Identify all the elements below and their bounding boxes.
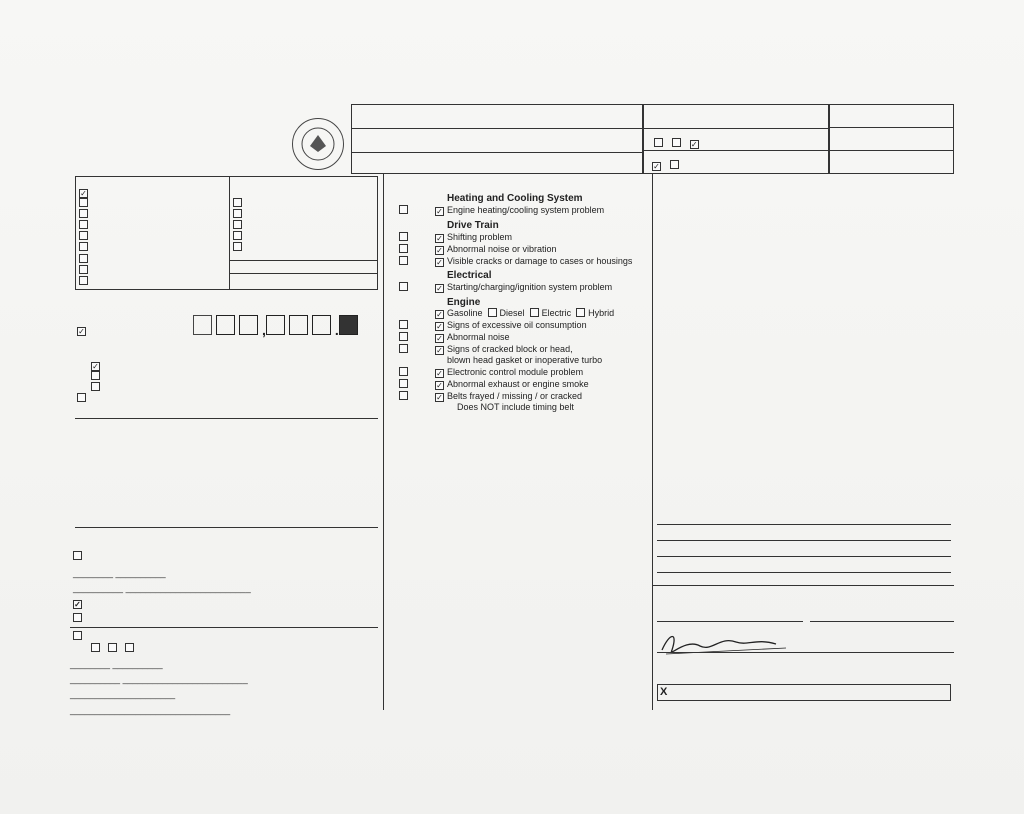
condition-yes-checkbox[interactable] (399, 256, 408, 265)
history-checkbox[interactable] (79, 242, 88, 251)
history-checkbox[interactable] (79, 189, 88, 198)
condition-yes-checkbox[interactable] (399, 367, 408, 376)
condition-subline: Does NOT include timing belt (447, 402, 574, 412)
fuel-hybrid-checkbox[interactable] (576, 308, 585, 317)
condition-item: Signs of cracked block or head, (447, 344, 573, 354)
by-dealership-checkbox[interactable] (125, 643, 134, 652)
condition-no-checkbox[interactable] (435, 234, 444, 243)
condition-no-checkbox[interactable] (435, 207, 444, 216)
history-checkbox[interactable] (79, 265, 88, 274)
brand-checkbox[interactable] (233, 209, 242, 218)
brand-checkbox[interactable] (233, 220, 242, 229)
brand-checkbox[interactable] (233, 198, 242, 207)
condition-item: Belts frayed / missing / or cracked (447, 391, 583, 401)
condition-no-checkbox[interactable] (435, 393, 444, 402)
odometer-actual-checkbox[interactable] (91, 362, 100, 371)
section-heating-cooling: Heating and Cooling System (447, 193, 583, 204)
condition-item: Abnormal noise (447, 332, 510, 342)
dealer-signature (656, 628, 796, 667)
condition-yes-checkbox[interactable] (399, 379, 408, 388)
condition-item: Signs of excessive oil consumption (447, 320, 587, 330)
trans-automatic-checkbox[interactable] (652, 162, 661, 171)
drive-fwd-checkbox[interactable] (654, 138, 663, 147)
expired-warranty-checkbox[interactable] (73, 600, 82, 609)
condition-item: Abnormal exhaust or engine smoke (447, 379, 589, 389)
section-engine: Engine (447, 297, 481, 308)
fuel-diesel-checkbox[interactable] (488, 308, 497, 317)
condition-yes-checkbox[interactable] (399, 332, 408, 341)
condition-item: Electronic control module problem (447, 367, 584, 377)
history-checkbox[interactable] (79, 198, 88, 207)
condition-no-checkbox[interactable] (435, 284, 444, 293)
buyer-signature-box[interactable] (657, 684, 951, 701)
drive-4wd-checkbox[interactable] (690, 140, 699, 149)
odometer-excess-checkbox[interactable] (91, 371, 100, 380)
condition-yes-checkbox[interactable] (399, 232, 408, 241)
condition-no-checkbox[interactable] (435, 369, 444, 378)
history-checkbox[interactable] (79, 254, 88, 263)
condition-item: Visible cracks or damage to cases or housings (447, 256, 633, 266)
orig-warranty-checkbox[interactable] (73, 551, 82, 560)
odometer-digits: , . (193, 315, 362, 340)
title-brands-list (233, 198, 245, 253)
buyers-guide-sheet: ✓ ✓ ✓ ✓ , . ✓ ________ __________ __________ _________________________ ✓ ________ __________ __________ _________________________ _____________________ ________________________________ Heating and Cooling System ✓ Engine heating/cooling system problem Drive Train ✓ Shifting problem ✓ Abnormal noise or vibration ✓ Visible cracks or damage to cases or housings Electrical ✓ Starting/charging/ignition system problem Engine ✓Gasoline Diesel Electric Hybrid ✓ Signs of excessive oil consumption ✓ Abnormal noise ✓ Signs of cracked block or head, blown head gasket or inoperative turbo ✓ Electronic control module problem ✓ Abnormal exhaust or engine smoke ✓ Belts frayed / missing / or cracked Does NOT include timing belt X (0, 0, 1024, 814)
condition-yes-checkbox[interactable] (399, 344, 408, 353)
vehicle-info-box (351, 104, 643, 174)
price-box (829, 104, 954, 174)
odometer-discrepancy-checkbox[interactable] (91, 382, 100, 391)
by-warranty-company-checkbox[interactable] (108, 643, 117, 652)
condition-item: Abnormal noise or vibration (447, 244, 557, 254)
condition-no-checkbox[interactable] (435, 258, 444, 267)
by-manufacturer-checkbox[interactable] (91, 643, 100, 652)
history-list (79, 187, 91, 287)
brand-checkbox[interactable] (233, 231, 242, 240)
condition-no-checkbox[interactable] (435, 381, 444, 390)
condition-no-checkbox[interactable] (435, 334, 444, 343)
history-checkbox[interactable] (79, 209, 88, 218)
condition-item: Shifting problem (447, 232, 513, 242)
section-drive-train: Drive Train (447, 220, 499, 231)
condition-item: Starting/charging/ignition system problem (447, 282, 613, 292)
condition-item: Engine heating/cooling system problem (447, 205, 605, 215)
condition-subline: blown head gasket or inoperative turbo (447, 355, 603, 365)
fuel-electric-checkbox[interactable] (530, 308, 539, 317)
limited-warranty-checkbox[interactable] (73, 631, 82, 640)
odometer-exempt-checkbox[interactable] (77, 393, 86, 402)
trans-manual-checkbox[interactable] (670, 160, 679, 169)
fuel-options: ✓Gasoline Diesel Electric Hybrid (435, 308, 617, 319)
condition-no-checkbox[interactable] (435, 246, 444, 255)
condition-yes-checkbox[interactable] (399, 244, 408, 253)
odometer-checkbox[interactable] (77, 327, 86, 336)
drive-rwd-checkbox[interactable] (672, 138, 681, 147)
condition-no-checkbox[interactable] (435, 346, 444, 355)
condition-no-checkbox[interactable] (435, 322, 444, 331)
history-checkbox[interactable] (79, 276, 88, 285)
condition-yes-checkbox[interactable] (399, 282, 408, 291)
condition-yes-checkbox[interactable] (399, 320, 408, 329)
condition-yes-checkbox[interactable] (399, 205, 408, 214)
section-electrical: Electrical (447, 270, 492, 281)
history-checkbox[interactable] (79, 220, 88, 229)
brand-checkbox[interactable] (233, 242, 242, 251)
cancelled-warranty-checkbox[interactable] (73, 613, 82, 622)
condition-yes-checkbox[interactable] (399, 391, 408, 400)
fuel-gasoline-checkbox[interactable] (435, 310, 444, 319)
history-checkbox[interactable] (79, 231, 88, 240)
wisconsin-seal-icon (292, 118, 344, 170)
